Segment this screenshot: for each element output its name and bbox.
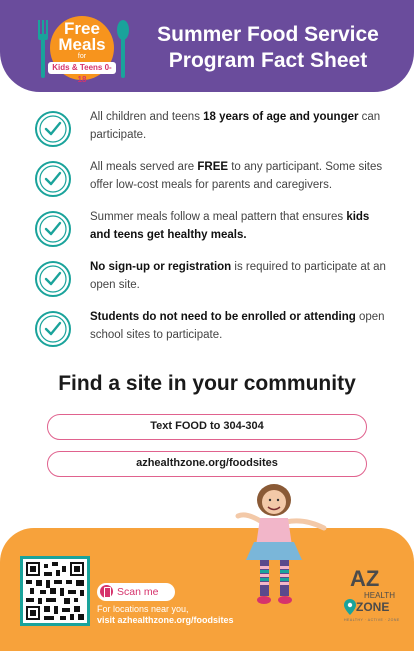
logo-zone-text: ZONE	[356, 600, 390, 614]
header-banner	[0, 0, 414, 92]
logo-ages-text: Kids & Teens 0-18	[48, 62, 116, 74]
az-health-zone-logo	[346, 568, 402, 628]
child-jumping-illustration	[232, 480, 332, 610]
free-meals-logo	[34, 14, 130, 86]
find-site-heading: Find a site in your community	[58, 372, 356, 395]
phone-icon	[100, 585, 113, 598]
scan-me-text: Scan me	[117, 586, 159, 598]
logo-meals-text: Meals	[58, 35, 106, 54]
check-circle-icon	[34, 310, 72, 348]
logo-az-text: AZ	[350, 566, 380, 591]
logo-health-text: HEALTH	[364, 591, 395, 600]
footer-line1: For locations near you,	[97, 604, 189, 614]
fact-text: Students do not need to be enrolled or attending open school sites to participate.	[90, 311, 385, 341]
fact-item	[34, 254, 384, 304]
check-circle-icon	[34, 260, 72, 298]
check-circle-icon	[34, 110, 72, 148]
logo-for-text: for	[77, 53, 87, 60]
fact-list	[34, 104, 384, 354]
check-circle-icon	[34, 160, 72, 198]
qr-code-pattern	[26, 562, 84, 620]
qr-code[interactable]	[20, 556, 90, 626]
fact-text: All meals served are FREE to any participant. Some sites offer low-cost meals for parents and caregivers.	[90, 161, 383, 191]
check-circle-icon	[34, 210, 72, 248]
location-pin-icon	[344, 599, 356, 615]
logo-free-text: Free	[64, 19, 100, 38]
fact-text: No sign-up or registration is required to participate at an open site.	[90, 261, 386, 291]
fact-item	[34, 204, 384, 254]
spoon-icon	[116, 20, 130, 78]
fact-text: All children and teens 18 years of age and younger can participate.	[90, 111, 381, 141]
text-food-pill[interactable]: Text FOOD to 304-304	[47, 414, 367, 440]
fact-item	[34, 304, 384, 354]
fact-text: Summer meals follow a meal pattern that ensures kids and teens get healthy meals.	[90, 211, 370, 241]
fact-item	[34, 104, 384, 154]
footer-line2[interactable]: visit azhealthzone.org/foodsites	[97, 615, 234, 625]
page-title: Summer Food Service Program Fact Sheet	[157, 23, 379, 72]
fact-item	[34, 154, 384, 204]
scan-me-label	[97, 583, 175, 601]
logo-tagline: HEALTHY · ACTIVE · ZONE	[344, 618, 400, 622]
website-link[interactable]: azhealthzone.org/foodsites	[47, 451, 367, 477]
